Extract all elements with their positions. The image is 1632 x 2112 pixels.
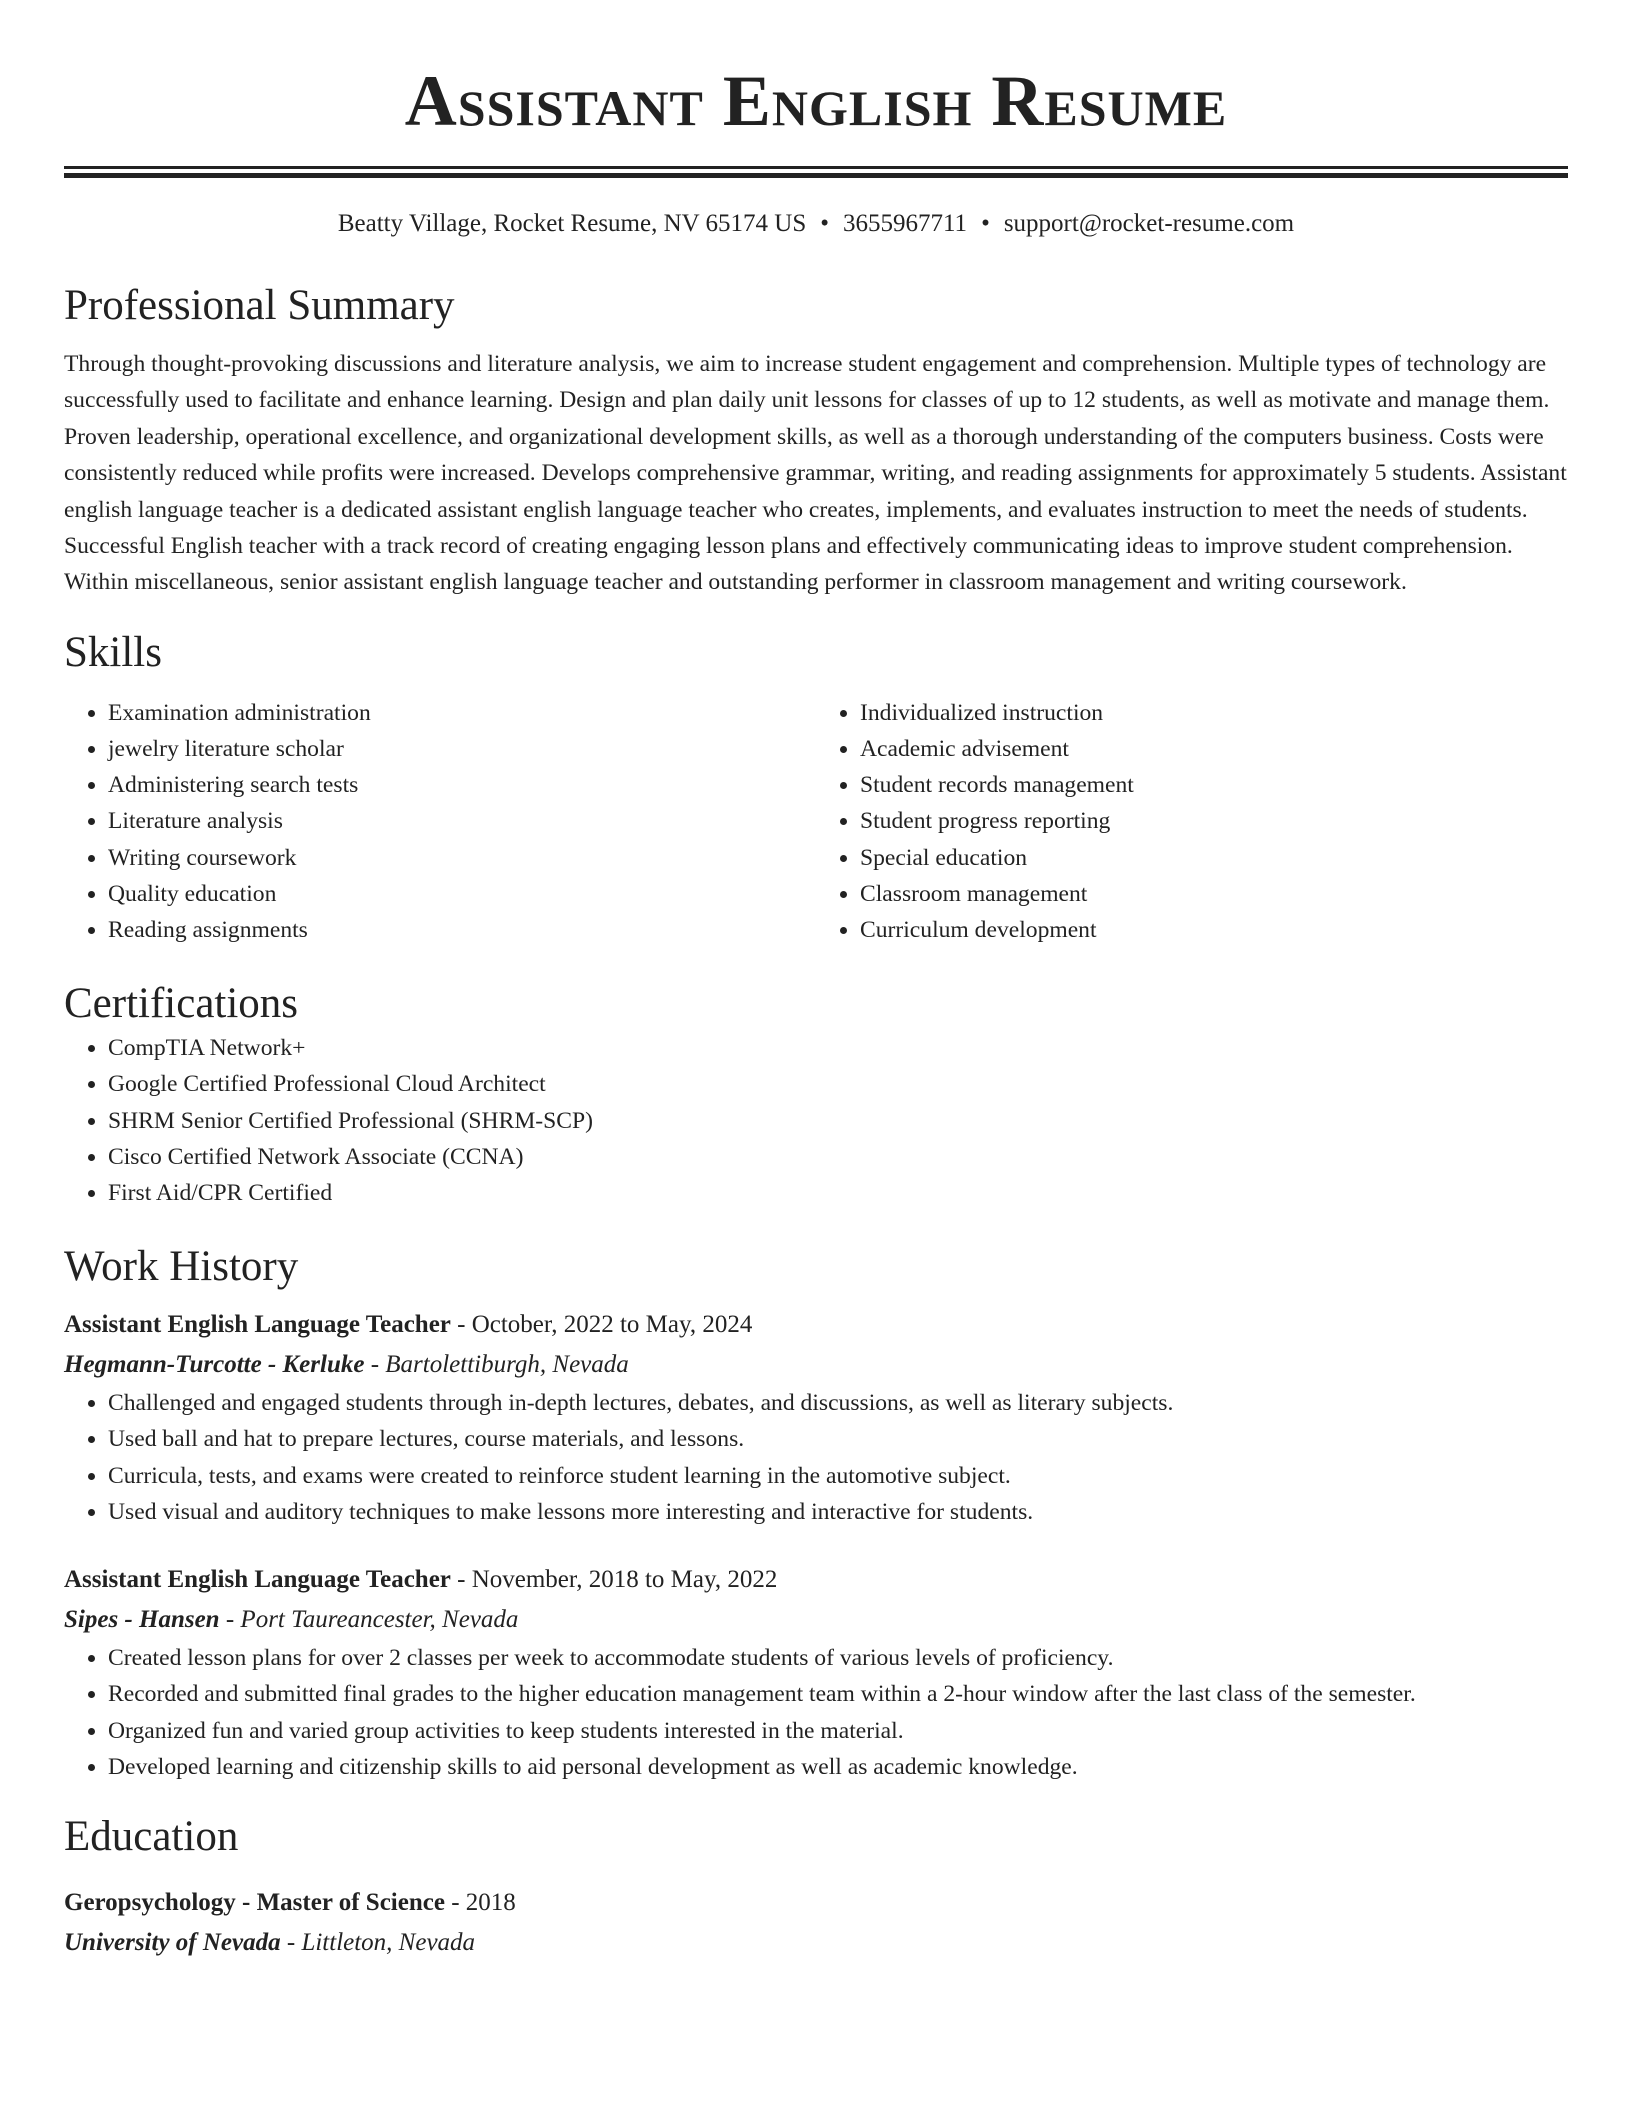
education-school: University of Nevada: [64, 1928, 281, 1956]
skills-columns: [64, 695, 1568, 948]
summary-heading: Professional Summary: [64, 282, 455, 329]
education-degree: Geropsychology - Master of Science: [64, 1888, 445, 1916]
education-location: - Littleton, Nevada: [280, 1928, 476, 1956]
job-company-line: [64, 1600, 1568, 1640]
job-title-line: [64, 1560, 1568, 1600]
job-entry: [64, 1560, 1568, 1785]
job-bullet-list: [64, 1385, 1568, 1530]
job-location: - Port Taureancester, Nevada: [219, 1606, 519, 1634]
contact-line: [64, 208, 1568, 240]
skills-heading: Skills: [64, 628, 162, 676]
job-bullet: • Used visual and auditory techniques to make lessons more interesting and interactive for students.: [108, 1494, 1568, 1530]
job-dates: - October, 2022 to May, 2024: [450, 1311, 753, 1339]
skill-item: • Special education: [860, 840, 1568, 876]
skills-list-left: [64, 695, 816, 948]
job-bullet: • Recorded and submitted final grades to the higher education management team within a 2-hour window after the last class of the semester.: [108, 1676, 1568, 1712]
certifications-list: [64, 1030, 1568, 1211]
skill-item: • Classroom management: [860, 876, 1568, 912]
skill-item: • Literature analysis: [108, 803, 816, 839]
job-title-line: [64, 1305, 1568, 1345]
job-title: Assistant English Language Teacher: [64, 1566, 451, 1594]
skills-list-right: [816, 695, 1568, 948]
certification-item: • Cisco Certified Network Associate (CCNA): [108, 1139, 1568, 1175]
education-heading: Education: [64, 1812, 239, 1860]
contact-separator: •: [820, 210, 829, 237]
job-bullet: • Curricula, tests, and exams were created to reinforce student learning in the automotive subject.: [108, 1458, 1568, 1494]
contact-email: support@rocket-resume.com: [1003, 210, 1295, 237]
skill-item: • Examination administration: [108, 695, 816, 731]
education-school-line: [64, 1923, 1568, 1963]
resume-title: Assistant English Resume: [404, 61, 1228, 141]
job-bullet-list: [64, 1640, 1568, 1785]
job-bullet: • Developed learning and citizenship skills to aid personal development as well as academic knowledge.: [108, 1749, 1568, 1785]
skill-item: • jewelry literature scholar: [108, 731, 816, 767]
title-double-rule: [64, 166, 1568, 178]
skill-item: • Quality education: [108, 876, 816, 912]
skill-item: • Administering search tests: [108, 767, 816, 803]
skill-item: • Individualized instruction: [860, 695, 1568, 731]
job-company: Sipes - Hansen: [64, 1606, 220, 1634]
certification-item: • SHRM Senior Certified Professional (SHRM-SCP): [108, 1103, 1568, 1139]
skill-item: • Curriculum development: [860, 912, 1568, 948]
job-location: - Bartolettiburgh, Nevada: [364, 1351, 629, 1379]
skill-item: • Academic advisement: [860, 731, 1568, 767]
job-title: Assistant English Language Teacher: [64, 1311, 451, 1339]
skill-item: • Student progress reporting: [860, 803, 1568, 839]
job-company-line: [64, 1345, 1568, 1385]
skill-item: • Writing coursework: [108, 840, 816, 876]
certification-item: • CompTIA Network+: [108, 1030, 1568, 1066]
contact-address: Beatty Village, Rocket Resume, NV 65174 US: [337, 210, 807, 237]
education-degree-line: [64, 1883, 1568, 1923]
certification-item: • First Aid/CPR Certified: [108, 1175, 1568, 1211]
work-history-heading: Work History: [64, 1243, 299, 1291]
education-year: - 2018: [444, 1888, 516, 1916]
job-bullet: • Challenged and engaged students through in-depth lectures, debates, and discussions, as well as literary subjects.: [108, 1385, 1568, 1421]
contact-phone: 3655967711: [842, 210, 968, 237]
job-bullet: • Used ball and hat to prepare lectures, course materials, and lessons.: [108, 1421, 1568, 1457]
certification-item: • Google Certified Professional Cloud Architect: [108, 1066, 1568, 1102]
job-bullet: • Organized fun and varied group activities to keep students interested in the material.: [108, 1713, 1568, 1749]
job-bullet: • Created lesson plans for over 2 classes per week to accommodate students of various levels of proficiency.: [108, 1640, 1568, 1676]
job-company: Hegmann-Turcotte - Kerluke: [64, 1351, 365, 1379]
job-dates: - November, 2018 to May, 2022: [450, 1566, 778, 1594]
job-entry: [64, 1305, 1568, 1530]
contact-separator: •: [981, 210, 990, 237]
skill-item: • Reading assignments: [108, 912, 816, 948]
summary-text: Through thought-provoking discussions and literature analysis, we aim to increase student engagement and comprehension. Multiple types of technology are successfully used to facilitate and enhance learning. Design and plan daily unit lessons for classes of up to 12 students, as well as motivate and manage them. Proven leadership, operational excellence, and organizational development skills, as well as a thorough understanding of the computers business. Costs were consistently reduced while profits were increased. Develops comprehensive grammar, writing, and reading assignments for approximately 5 students. Assistant english language teacher is a dedicated assistant english language teacher who creates, implements, and evaluates instruction to meet the needs of students. Successful English teacher with a track record of creating engaging lesson plans and effectively communicating ideas to improve student comprehension. Within miscellaneous, senior assistant english language teacher and outstanding performer in classroom management and writing coursework.: [64, 351, 1567, 596]
certifications-heading: Certifications: [64, 980, 299, 1028]
skill-item: • Student records management: [860, 767, 1568, 803]
